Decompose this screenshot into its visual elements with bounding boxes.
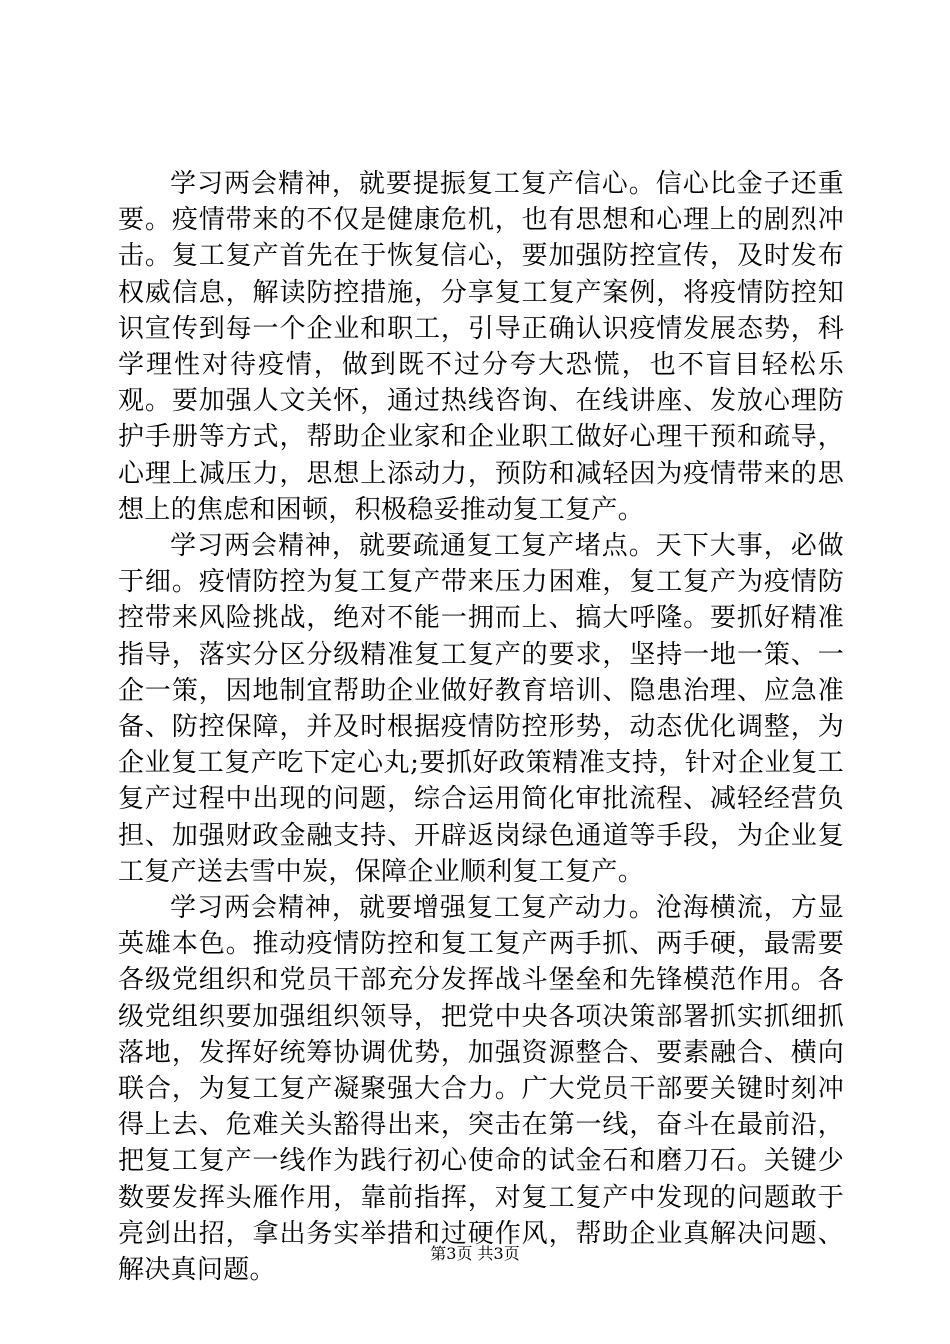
paragraph-1: 学习两会精神，就要提振复工复产信心。信心比金子还重要。疫情带来的不仅是健康危机，也有思想和心理上的剧烈冲击。复工复产首先在于恢复信心，要加强防控宣传，及时发布权威信息，解读防控措施，分享复工复产案例，将疫情防控知识宣传到每一个企业和职工，引导正确认识疫情发展态势，科学理性对待疫情，做到既不过分夸大恐慌，也不盲目轻松乐观。要加强人文关怀，通过热线咨询、在线讲座、发放心理防护手册等方式，帮助企业家和企业职工做好心理干预和疏导，心理上减压力，思想上添动力，预防和减轻因为疫情带来的思想上的焦虑和困顿，积极稳妥推动复工复产。 (118, 169, 844, 525)
page-footer: 第3页 共3页 (430, 1244, 520, 1263)
paragraph-2: 学习两会精神，就要疏通复工复产堵点。天下大事，必做于细。疫情防控为复工复产带来压力困难，复工复产为疫情防控带来风险挑战，绝对不能一拥而上、搞大呼隆。要抓好精准指导，落实分区分级精准复工复产的要求，坚持一地一策、一企一策，因地制宜帮助企业做好教育培训、隐患治理、应急准备、防控保障，并及时根据疫情防控形势，动态优化调整，为企业复工复产吃下定心丸;要抓好政策精准支持，针对企业复工复产过程中出现的问题，综合运用简化审批流程、减轻经营负担、加强财政金融支持、开辟返岗绿色通道等手段，为企业复工复产送去雪中炭，保障企业顺利复工复产。 (118, 531, 844, 887)
document-body (118, 166, 844, 1288)
paragraph-3: 学习两会精神，就要增强复工复产动力。沧海横流，方显英雄本色。推动疫情防控和复工复产两手抓、两手硬，最需要各级党组织和党员干部充分发挥战斗堡垒和先锋模范作用。各级党组织要加强组织领导，把党中央各项决策部署抓实抓细抓落地，发挥好统筹协调优势，加强资源整合、要素融合、横向联合，为复工复产凝聚强大合力。广大党员干部要关键时刻冲得上去、危难关头豁得出来，突击在第一线，奋斗在最前沿，把复工复产一线作为践行初心使命的试金石和磨刀石。关键少数要发挥头雁作用，靠前指挥，对复工复产中发现的问题敢于亮剑出招，拿出务实举措和过硬作风，帮助企业真解决问题、解决真问题。 (118, 893, 844, 1286)
